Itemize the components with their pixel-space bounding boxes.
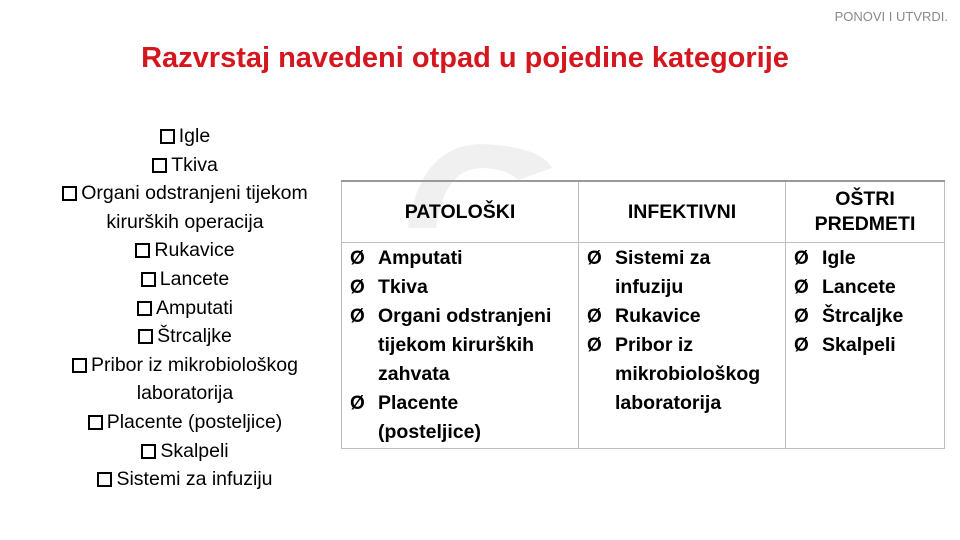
header-patoloski: PATOLOŠKI <box>342 181 579 243</box>
table-item <box>794 244 940 273</box>
table-item <box>794 331 940 360</box>
table-item-text: tijekom kirurških <box>378 334 535 356</box>
list-item <box>30 294 340 323</box>
arrow-bullet-icon: Ø <box>794 335 809 356</box>
table-item-text: Amputati <box>378 247 463 269</box>
arrow-bullet-icon: Ø <box>350 393 365 414</box>
arrow-bullet-icon: Ø <box>350 306 365 327</box>
table-item-text: Placente <box>378 392 459 414</box>
table-item-text: Igle <box>822 247 856 269</box>
category-table <box>341 180 945 449</box>
list-item <box>30 437 340 466</box>
table-item <box>794 273 940 302</box>
item-label: Štrcaljke <box>157 325 232 348</box>
list-item <box>30 351 340 408</box>
list-item <box>30 151 340 180</box>
arrow-bullet-icon: Ø <box>350 277 365 298</box>
item-label: Organi odstranjeni tijekom <box>81 182 308 205</box>
arrow-bullet-icon: Ø <box>794 306 809 327</box>
arrow-bullet-icon: Ø <box>794 277 809 298</box>
checkbox-icon[interactable] <box>160 129 175 144</box>
table-item-text: Pribor iz <box>615 334 694 356</box>
checkbox-icon[interactable] <box>138 329 153 344</box>
table-item-text: Organi odstranjeni <box>378 305 552 327</box>
checkbox-icon[interactable] <box>72 358 87 373</box>
item-label-cont: kirurških operacija <box>106 210 264 233</box>
arrow-bullet-icon: Ø <box>587 248 602 269</box>
item-label-cont: laboratorija <box>136 382 234 405</box>
checkbox-icon[interactable] <box>152 158 167 173</box>
column-ostri-predmeti <box>786 243 945 449</box>
table-item-text: zahvata <box>378 363 450 385</box>
checkbox-icon[interactable] <box>135 243 150 258</box>
item-label: Placente (posteljice) <box>106 410 283 433</box>
list-item <box>30 465 340 494</box>
waste-items-list <box>30 122 340 494</box>
header-infektivni: INFEKTIVNI <box>579 181 786 243</box>
item-label: Igle <box>178 125 211 147</box>
table-item <box>794 302 940 331</box>
corner-label: PONOVI I UTVRDI. <box>834 9 948 24</box>
table-item-text: laboratorija <box>615 392 722 414</box>
table-item <box>350 273 574 302</box>
list-item <box>30 122 340 151</box>
item-label: Amputati <box>156 296 233 319</box>
table-item <box>350 302 574 389</box>
header-ostri-predmeti: OŠTRI PREDMETI <box>786 181 945 243</box>
table-item-text: infuziju <box>615 276 684 298</box>
list-item <box>30 236 340 265</box>
column-infektivni <box>579 243 786 449</box>
table-item-text: Štrcaljke <box>822 305 904 327</box>
table-item-text: Lancete <box>822 276 896 298</box>
checkbox-icon[interactable] <box>88 415 103 430</box>
table-item <box>587 331 781 418</box>
table-item <box>587 302 781 331</box>
arrow-bullet-icon: Ø <box>350 248 365 269</box>
table-item-text: Sistemi za <box>615 247 711 269</box>
checkbox-icon[interactable] <box>62 186 77 201</box>
table-item-text: Skalpeli <box>822 334 896 356</box>
table-item-text: Rukavice <box>615 305 701 327</box>
table-item-text: Tkiva <box>378 276 428 298</box>
list-item <box>30 408 340 437</box>
item-label: Tkiva <box>171 153 218 176</box>
item-label: Sistemi za infuziju <box>116 468 273 491</box>
list-item <box>30 322 340 351</box>
item-label: Lancete <box>159 267 230 290</box>
page-title: Razvrstaj navedeni otpad u pojedine kategorije <box>141 42 789 74</box>
table-item <box>350 389 574 447</box>
checkbox-icon[interactable] <box>141 272 156 287</box>
checkbox-icon[interactable] <box>137 301 152 316</box>
arrow-bullet-icon: Ø <box>587 306 602 327</box>
checkbox-icon[interactable] <box>141 444 156 459</box>
arrow-bullet-icon: Ø <box>794 248 809 269</box>
item-label: Rukavice <box>154 239 235 262</box>
table-item-text: (posteljice) <box>378 421 481 443</box>
table-item <box>587 244 781 302</box>
list-item <box>30 265 340 294</box>
item-label: Pribor iz mikrobiološkog <box>91 353 298 376</box>
table-item <box>350 244 574 273</box>
arrow-bullet-icon: Ø <box>587 335 602 356</box>
column-patoloski <box>342 243 579 449</box>
table-item-text: mikrobiološkog <box>615 363 761 385</box>
checkbox-icon[interactable] <box>97 472 112 487</box>
item-label: Skalpeli <box>160 439 229 462</box>
list-item <box>30 179 340 236</box>
